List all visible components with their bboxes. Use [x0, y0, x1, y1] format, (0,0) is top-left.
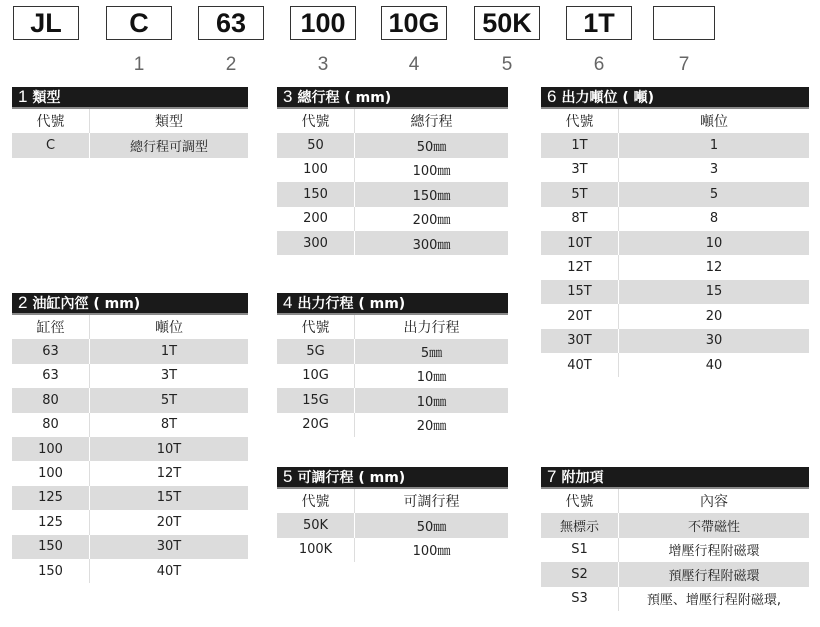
value-cell: 總行程: [410, 114, 453, 131]
value-cell: 12: [705, 260, 723, 276]
table-title: [277, 467, 508, 489]
table-row: [12, 413, 248, 437]
value-cell: 30: [705, 333, 723, 349]
code-cell: 63: [12, 364, 90, 388]
table-row: [277, 538, 508, 562]
table-row: [277, 364, 508, 388]
code-cell: 80: [12, 413, 90, 437]
code-box-series: JL: [13, 6, 79, 40]
position-number-7: 7: [678, 54, 690, 75]
code-cell: 15T: [541, 280, 619, 304]
code-cell: 125: [12, 486, 90, 510]
value-cell: 預壓、增壓行程附磁環,: [646, 593, 782, 609]
table-row: [12, 559, 248, 583]
value-cell: 3T: [160, 368, 178, 384]
column-header-row: [541, 109, 809, 133]
value-cell: 10㎜: [416, 370, 447, 386]
table-row: [541, 329, 809, 353]
code-cell: 100: [277, 158, 355, 182]
table-row: [541, 538, 809, 562]
code-cell: 40T: [541, 353, 619, 377]
table-row: [277, 513, 508, 537]
value-cell: 類型: [155, 114, 183, 131]
table-row: [12, 437, 248, 461]
value-cell: 15: [705, 284, 723, 300]
value-cell: 總行程可調型: [129, 140, 208, 156]
code-cell: 10T: [541, 231, 619, 255]
code-cell: S1: [541, 538, 619, 562]
value-cell: 20: [705, 308, 723, 324]
code-cell: 10G: [277, 364, 355, 388]
table-row: [541, 182, 809, 206]
table-power-stroke: [277, 293, 508, 437]
column-header-row: [541, 489, 809, 513]
table-number: 6: [547, 87, 557, 106]
value-cell: 150㎜: [412, 188, 451, 204]
table-title: [541, 467, 809, 489]
code-cell: 200: [277, 207, 355, 231]
table-number: 3: [283, 87, 293, 106]
code-box-bore: 63: [198, 6, 264, 40]
table-number: 7: [547, 467, 557, 486]
table-number: 2: [18, 293, 28, 312]
column-header-row: [277, 489, 508, 513]
table-row: [12, 461, 248, 485]
table-adjustable-stroke: [277, 467, 508, 562]
code-box-total-stroke: 100: [290, 6, 356, 40]
code-box-tonnage: 1T: [566, 6, 632, 40]
code-cell: 代號: [12, 109, 90, 133]
value-cell: 內容: [700, 494, 728, 511]
code-cell: 20G: [277, 413, 355, 437]
table-number: 4: [283, 293, 293, 312]
value-cell: 100㎜: [412, 164, 451, 180]
code-cell: 3T: [541, 158, 619, 182]
table-row: [277, 133, 508, 157]
table-title: [12, 293, 248, 315]
table-title-text: 總行程 ( mm): [297, 90, 392, 106]
table-options: [541, 467, 809, 611]
table-row: [541, 158, 809, 182]
code-cell: 100K: [277, 538, 355, 562]
code-cell: 12T: [541, 255, 619, 279]
value-cell: 5: [709, 186, 719, 202]
table-row: [12, 535, 248, 559]
code-cell: 15G: [277, 388, 355, 412]
code-cell: 無標示: [541, 513, 619, 537]
position-number-3: 3: [317, 54, 329, 75]
value-cell: 15T: [156, 490, 182, 506]
table-row: [541, 304, 809, 328]
position-number-2: 2: [225, 54, 237, 75]
value-cell: 20㎜: [416, 419, 447, 435]
value-cell: 可調行程: [403, 494, 460, 511]
column-header-row: [277, 315, 508, 339]
table-row: [541, 207, 809, 231]
table-title-text: 油缸內徑 ( mm): [32, 296, 141, 312]
table-row: [277, 413, 508, 437]
table-bore: [12, 293, 248, 583]
value-cell: 預壓行程附磁環: [668, 568, 760, 584]
code-cell: 代號: [277, 315, 355, 339]
table-row: [541, 255, 809, 279]
position-number-1: 1: [133, 54, 145, 75]
code-box-adjustable-stroke: 50K: [474, 6, 540, 40]
value-cell: 40: [705, 357, 723, 373]
table-row: [12, 510, 248, 534]
code-cell: 5T: [541, 182, 619, 206]
code-cell: S3: [541, 587, 619, 611]
value-cell: 30T: [156, 539, 182, 555]
table-row: [277, 207, 508, 231]
value-cell: 出力行程: [403, 320, 460, 337]
table-row: [277, 158, 508, 182]
position-number-6: 6: [593, 54, 605, 75]
value-cell: 8T: [160, 417, 178, 433]
code-cell: 8T: [541, 207, 619, 231]
code-cell: 300: [277, 231, 355, 255]
table-total-stroke: [277, 87, 508, 255]
code-cell: 代號: [541, 109, 619, 133]
code-cell: S2: [541, 562, 619, 586]
value-cell: 300㎜: [412, 237, 451, 253]
table-row: [12, 133, 248, 157]
table-row: [541, 513, 809, 537]
value-cell: 100㎜: [412, 544, 451, 560]
code-cell: 代號: [277, 489, 355, 513]
table-type: [12, 87, 248, 158]
value-cell: 1: [709, 138, 719, 154]
table-tonnage: [541, 87, 809, 377]
code-cell: 150: [12, 559, 90, 583]
code-cell: 50: [277, 133, 355, 157]
code-cell: 代號: [541, 489, 619, 513]
code-box-type: C: [106, 6, 172, 40]
code-cell: 30T: [541, 329, 619, 353]
code-cell: 80: [12, 388, 90, 412]
table-number: 1: [18, 87, 28, 106]
value-cell: 200㎜: [412, 213, 451, 229]
code-cell: 50K: [277, 513, 355, 537]
value-cell: 3: [709, 162, 719, 178]
table-title-text: 可調行程 ( mm): [297, 470, 406, 486]
value-cell: 5㎜: [420, 346, 443, 362]
position-number-4: 4: [408, 54, 420, 75]
position-number-5: 5: [501, 54, 513, 75]
value-cell: 1T: [160, 344, 178, 360]
table-title: [277, 293, 508, 315]
table-title: [12, 87, 248, 109]
code-cell: 代號: [277, 109, 355, 133]
code-cell: 1T: [541, 133, 619, 157]
table-row: [12, 486, 248, 510]
code-cell: 63: [12, 339, 90, 363]
value-cell: 10: [705, 235, 723, 251]
table-row: [277, 388, 508, 412]
code-cell: 20T: [541, 304, 619, 328]
value-cell: 10T: [156, 441, 182, 457]
code-cell: 100: [12, 437, 90, 461]
value-cell: 40T: [156, 563, 182, 579]
value-cell: 8: [709, 211, 719, 227]
code-cell: 100: [12, 461, 90, 485]
column-header-row: [277, 109, 508, 133]
value-cell: 50㎜: [416, 520, 447, 536]
table-title-text: 出力行程 ( mm): [297, 296, 406, 312]
table-title: [277, 87, 508, 109]
table-row: [12, 364, 248, 388]
table-row: [541, 562, 809, 586]
table-row: [12, 339, 248, 363]
code-box-options: [653, 6, 715, 40]
table-number: 5: [283, 467, 293, 486]
value-cell: 10㎜: [416, 394, 447, 410]
value-cell: 5T: [160, 392, 178, 408]
value-cell: 不帶磁性: [687, 520, 740, 536]
table-row: [541, 587, 809, 611]
value-cell: 噸位: [700, 114, 728, 131]
table-title-text: 附加項: [561, 470, 604, 486]
code-cell: 缸徑: [12, 315, 90, 339]
table-row: [541, 280, 809, 304]
value-cell: 12T: [156, 466, 182, 482]
table-title-text: 類型: [32, 90, 61, 106]
column-header-row: [12, 315, 248, 339]
table-title-text: 出力噸位 ( 噸): [561, 90, 655, 106]
column-header-row: [12, 109, 248, 133]
table-row: [277, 339, 508, 363]
table-row: [12, 388, 248, 412]
code-box-power-stroke: 10G: [381, 6, 447, 40]
code-cell: 150: [277, 182, 355, 206]
code-cell: 5G: [277, 339, 355, 363]
table-row: [277, 182, 508, 206]
value-cell: 50㎜: [416, 140, 447, 156]
table-row: [541, 353, 809, 377]
value-cell: 噸位: [155, 320, 183, 337]
code-cell: 150: [12, 535, 90, 559]
table-row: [541, 231, 809, 255]
table-row: [277, 231, 508, 255]
value-cell: 增壓行程附磁環: [668, 544, 760, 560]
value-cell: 20T: [156, 514, 182, 530]
code-cell: 125: [12, 510, 90, 534]
code-cell: C: [12, 133, 90, 157]
table-row: [541, 133, 809, 157]
table-title: [541, 87, 809, 109]
